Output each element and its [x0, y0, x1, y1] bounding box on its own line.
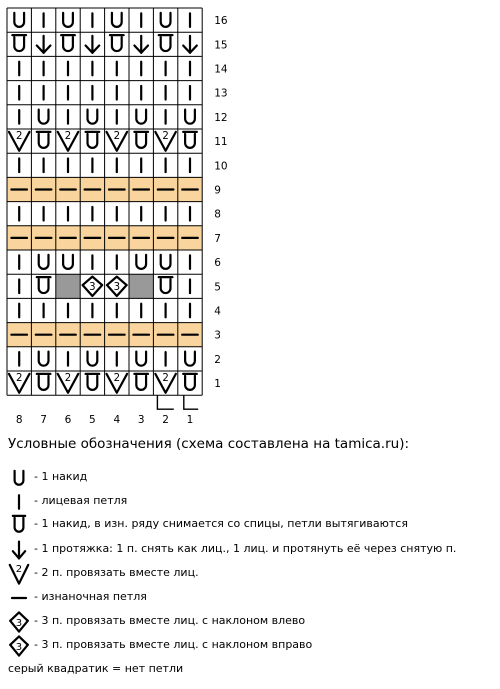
yarn-over-icon [63, 13, 73, 27]
yarn-over-slipped-icon [183, 374, 197, 390]
knit-three-left-icon [8, 610, 32, 634]
column-number: 8 [15, 414, 23, 427]
chart-cell [136, 255, 146, 269]
yarn-over-slipped-icon [37, 277, 51, 293]
yarn-over-icon [136, 255, 146, 269]
legend-item [8, 490, 498, 514]
chart-cell [161, 255, 171, 269]
svg-text:2: 2 [162, 373, 169, 385]
yarn-over-icon [39, 110, 49, 124]
chart-row [9, 373, 197, 393]
slip-knit-pass-icon [37, 36, 51, 53]
chart-cell [134, 374, 148, 390]
svg-text:3: 3 [113, 282, 121, 294]
chart-cell [86, 374, 100, 390]
knit-two-together-icon [9, 373, 29, 393]
chart-cell [112, 13, 122, 27]
chart-row [14, 13, 190, 27]
legend-item-text: - 1 протяжка: 1 п. снять как лиц., 1 лиц. и протянуть её через снятую п. [34, 542, 457, 555]
chart-cell [37, 132, 51, 148]
yarn-over-icon [14, 13, 24, 27]
legend-item-text: - 3 п. провязать вместе лиц. с наклоном влево [34, 614, 306, 627]
yarn-over-slipped-icon [159, 35, 173, 51]
slip-knit-pass-icon [8, 538, 32, 562]
chart-cell [37, 36, 51, 53]
knit-two-together-icon [9, 131, 29, 151]
chart-cell [39, 110, 49, 124]
svg-text:2: 2 [64, 373, 72, 385]
column-number: 7 [40, 414, 47, 427]
yarn-over-icon [185, 352, 195, 366]
legend-item [8, 586, 498, 610]
row-number: 8 [214, 208, 221, 221]
yarn-over-slipped-icon [37, 374, 51, 390]
yarn-over-slipped-icon [159, 277, 173, 293]
chart-cell [9, 131, 29, 151]
row-number: 13 [214, 87, 228, 100]
chart-cell [37, 374, 51, 390]
chart-row [19, 110, 195, 124]
yarn-over-slipped-icon [110, 35, 124, 51]
chart-cell [107, 373, 127, 393]
no-stitch-cell [56, 274, 80, 298]
chart-cell [86, 36, 100, 53]
legend-item [8, 538, 498, 562]
chart-cell [39, 352, 49, 366]
row-number: 1 [214, 378, 221, 391]
legend-item-text: - 3 п. провязать вместе лиц. с наклоном вправо [34, 638, 313, 651]
yarn-over-slipped-icon [183, 132, 197, 148]
legend-item-text: - лицевая петля [34, 494, 128, 507]
chart-cell [185, 110, 195, 124]
legend-item-text: - 1 накид [34, 470, 88, 483]
slip-knit-pass-icon [86, 36, 100, 53]
svg-text:2: 2 [113, 131, 121, 143]
slip-knit-pass-icon [183, 36, 197, 53]
legend-item [8, 513, 498, 537]
knit-stitch-icon [8, 490, 32, 514]
knit-two-together-icon [107, 373, 127, 393]
yarn-over-icon [39, 352, 49, 366]
chart-cell [136, 110, 146, 124]
legend-item-text: - изнаночная петля [34, 590, 147, 603]
chart-cell [183, 36, 197, 53]
svg-text:2: 2 [64, 131, 72, 143]
chart-cell [14, 13, 24, 27]
row-number: 2 [214, 353, 221, 366]
row-number: 14 [214, 63, 228, 76]
yarn-over-icon [112, 13, 122, 27]
row-number: 4 [214, 305, 221, 318]
yarn-over-icon [88, 110, 98, 124]
legend-note: серый квадратик = нет петли [8, 662, 184, 675]
knit-two-together-icon [155, 373, 175, 393]
yarn-over-slipped-icon [86, 132, 100, 148]
chart-cell [134, 132, 148, 148]
chart-cell [88, 110, 98, 124]
legend-item [8, 562, 498, 586]
column-number: 6 [64, 414, 72, 427]
yarn-over-slipped-icon [8, 513, 32, 537]
row-number: 11 [214, 136, 228, 149]
svg-text:3: 3 [15, 617, 23, 629]
chart-cell [63, 13, 73, 27]
chart-cell [129, 274, 153, 298]
row-number: 10 [214, 160, 228, 173]
chart-cell [110, 35, 124, 51]
svg-text:2: 2 [15, 373, 23, 385]
chart-cell [185, 352, 195, 366]
column-number: 4 [113, 414, 121, 427]
row-number: 9 [214, 184, 221, 197]
row-number: 3 [214, 329, 221, 342]
chart-cell [159, 277, 173, 293]
chart-cell [9, 373, 29, 393]
row-number: 15 [214, 39, 228, 52]
svg-text:2: 2 [15, 564, 23, 576]
chart-cell [136, 352, 146, 366]
svg-text:2: 2 [113, 373, 121, 385]
yarn-over-slipped-icon [12, 35, 26, 51]
yarn-over-slipped-icon [37, 132, 51, 148]
chart-cell [155, 373, 175, 393]
chart-cell [58, 131, 78, 151]
legend-item-text: - 2 п. провязать вместе лиц. [34, 566, 199, 579]
yarn-over-slipped-icon [134, 374, 148, 390]
chart-cell [37, 277, 51, 293]
yarn-over-icon [39, 255, 49, 269]
legend-item [8, 466, 498, 490]
column-number: 3 [137, 414, 145, 427]
chart-cell [86, 132, 100, 148]
chart-row [9, 131, 197, 151]
chart-cell [12, 35, 26, 51]
yarn-over-slipped-icon [86, 374, 100, 390]
legend-item-text: - 1 накид, в изн. ряду снимается со спицы, петли вытягиваются [34, 517, 408, 530]
knit-three-right-icon [107, 277, 127, 296]
chart-cell [134, 36, 148, 53]
svg-text:2: 2 [15, 131, 23, 143]
slip-knit-pass-icon [134, 36, 148, 53]
chart-cell [183, 374, 197, 390]
yarn-over-icon [63, 255, 73, 269]
yarn-over-icon [88, 352, 98, 366]
chart-cell [63, 255, 73, 269]
legend-item [8, 634, 498, 658]
knit-two-together-icon [58, 373, 78, 393]
column-number: 1 [186, 414, 194, 427]
yarn-over-icon [136, 110, 146, 124]
chart-cell [88, 352, 98, 366]
knit-two-together-icon [8, 562, 32, 586]
yarn-over-icon [8, 466, 32, 490]
repeat-bracket [157, 395, 198, 409]
chart-cell [107, 277, 127, 296]
chart-cell [83, 277, 103, 296]
row-number: 12 [214, 111, 228, 124]
legend-item [8, 610, 498, 634]
chart-cell [183, 132, 197, 148]
chart-cell [39, 255, 49, 269]
chart-cell [161, 13, 171, 27]
no-stitch-cell [129, 274, 153, 298]
knit-two-together-icon [107, 131, 127, 151]
knit-three-left-icon [83, 277, 103, 296]
knit-two-together-icon [58, 131, 78, 151]
chart-cell [159, 35, 173, 51]
yarn-over-icon [161, 255, 171, 269]
chart-cell [58, 373, 78, 393]
yarn-over-slipped-icon [134, 132, 148, 148]
column-number: 2 [162, 414, 169, 427]
knit-two-together-icon [155, 131, 175, 151]
yarn-over-icon [161, 13, 171, 27]
chart-cell [107, 131, 127, 151]
yarn-over-icon [185, 110, 195, 124]
row-number: 16 [214, 15, 228, 28]
column-number: 5 [89, 414, 96, 427]
row-number: 6 [214, 257, 221, 270]
row-number: 5 [214, 281, 221, 294]
yarn-over-slipped-icon [61, 35, 75, 51]
svg-text:2: 2 [162, 131, 169, 143]
svg-text:3: 3 [89, 282, 96, 294]
yarn-over-icon [136, 352, 146, 366]
chart-cell [56, 274, 80, 298]
svg-text:3: 3 [15, 641, 23, 653]
chart-row [19, 352, 195, 366]
knit-three-right-icon [8, 634, 32, 658]
row-number: 7 [214, 232, 221, 245]
legend-heading: Условные обозначения (схема составлена на tamica.ru): [8, 436, 410, 452]
chart-cell [155, 131, 175, 151]
chart-cell [61, 35, 75, 51]
purl-stitch-icon [8, 586, 32, 610]
